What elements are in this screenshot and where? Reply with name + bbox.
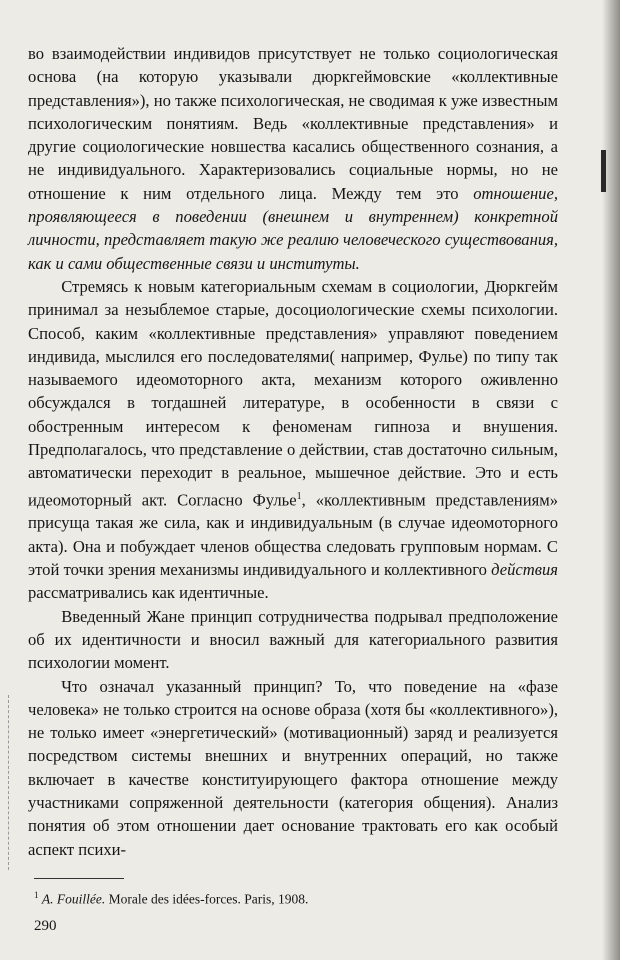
paragraph [28, 275, 558, 605]
text-run: Стремясь к новым категориальным схемам в социологии, Дюркгейм принимал за незыблемое старые, досоциологические схемы психологии. Способ, каким «коллективные представления» управляют поведением индивида, мыслился его последователями( например, Фулье) по типу так называемого идеомоторного акта, механизм которого оживленно обсуждался в тогдашней литературе, в особенности в связи с обостренным интересом к феноменам гипноза и внушения. Предполагалось, что представление о действии, став достаточно сильным, автоматически переходит в реальное, мышечное действие. Это и есть идеомоторный акт. Согласно Фулье [28, 276, 558, 510]
text-run: во взаимодействии индивидов присутствует не только социологическая основа (на которую указывали дюркгеймовские «коллективные представления»), но также психологическая, не сводимая к уже известным психологическим понятиям. Ведь «коллективные представления» и другие социологические новшества касались общественного сознания, а не индивидуального. Характеризовались социальные нормы, но не отношение к ним отдельного лица. Между тем это [28, 44, 558, 203]
italic-text: действия [491, 560, 558, 580]
footnote-rule [34, 878, 124, 879]
text-run: рассматривались как идентичные. [28, 583, 269, 603]
text-run: Введенный Жане принцип сотрудничества подрывал предположение об их идентичности и вносил важный для категориального развития психологии момент. [28, 606, 558, 673]
paragraph [28, 675, 558, 861]
page-number: 290 [34, 918, 57, 934]
italic-text: отношение, проявляющееся в поведении (внешнем и внутреннем) конкретной личности, представляет такую же реалию человеческого существования, как и сами общественные связи и институты. [28, 183, 558, 273]
paragraph [28, 42, 558, 275]
paragraph [28, 605, 558, 675]
footnote-marker: 1 [34, 890, 39, 900]
page-edge-shadow [602, 0, 620, 960]
text-run: , «коллективным представлениям» присуща такая же сила, как и индивидуальным (в случае идеомоторного акта). Она и побуждает членов общества следовать групповым нормам. С этой точки зрения механизмы индивидуального и коллективного [28, 490, 558, 580]
footnote-reference: 1 [296, 490, 302, 502]
footnote [34, 886, 554, 909]
text-run: Что означал указанный принцип? То, что поведение на «фазе человека» не только строится на основе образа (хотя бы «коллективного»), не только имеет «энергетический» (мотивационный) заряд и реализуется посредством системы внешних и внутренних операций, но также включает в качестве конституирующего фактора отношение между участниками сопряженной деятельности (категория общения). Анализ понятия об этом отношении дает основание трактовать его как особый аспект психи- [28, 676, 558, 859]
page-edge-mark [601, 150, 606, 192]
footnote-author: A. Fouillée. [41, 891, 106, 907]
main-text [28, 42, 558, 861]
margin-pencil-line [8, 695, 10, 870]
footnote-text: Morale des idées-forces. Paris, 1908. [105, 891, 309, 907]
